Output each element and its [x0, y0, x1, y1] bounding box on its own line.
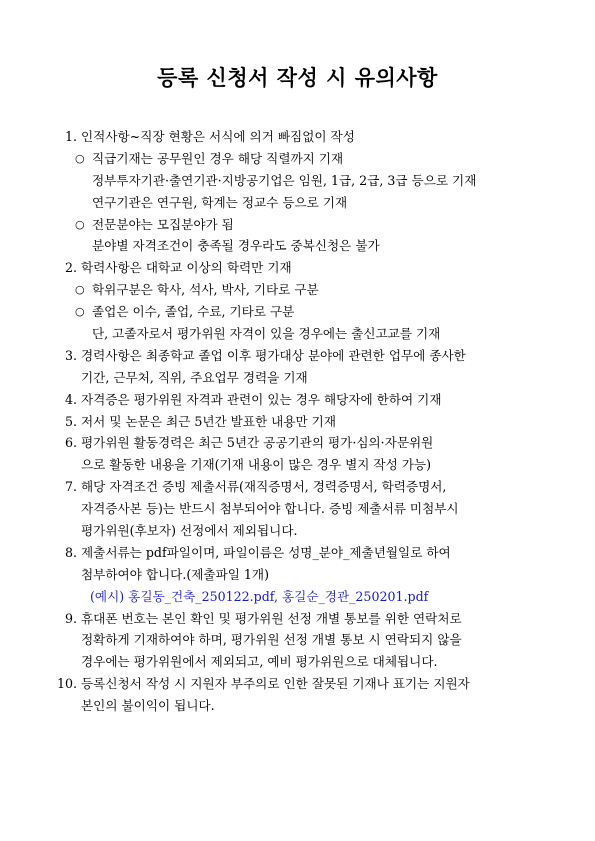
list-item-line [0, 695, 595, 717]
circle-bullet-icon: ○ [75, 283, 85, 297]
line-text: 기간, 근무처, 직위, 주요업무 경력을 기재 [81, 369, 308, 385]
item-number: 6. [64, 435, 77, 451]
list-item-line [0, 542, 595, 564]
sub-item-line [0, 279, 595, 301]
list-item-line [0, 608, 595, 630]
notes-list [0, 126, 595, 717]
circle-bullet-icon: ○ [75, 151, 85, 165]
line-text: 인적사항~직장 현황은 서식에 의거 빠짐없이 작성 [81, 129, 355, 144]
example-line [0, 586, 595, 608]
sub-item-line [0, 214, 595, 236]
line-text: 휴대폰 번호는 본인 확인 및 평가위원 선정 개별 통보를 위한 연락처로 [81, 610, 462, 626]
line-text: 학력사항은 대학교 이상의 학력만 기재 [81, 260, 292, 276]
list-item-line [0, 454, 595, 476]
list-item-line [0, 126, 595, 148]
line-text: 본인의 불이익이 됩니다. [81, 698, 215, 714]
line-text: 연구기관은 연구원, 학계는 정교수 등으로 기재 [92, 194, 348, 210]
line-text: 경우에는 평가위원에서 제외되고, 예비 평가위원으로 대체됩니다. [81, 654, 438, 670]
list-item-line [0, 389, 595, 411]
item-number: 5. [64, 413, 77, 429]
item-number: 7. [64, 479, 77, 495]
sub-item-line [0, 301, 595, 323]
line-text: 저서 및 논문은 최근 5년간 발표한 내용만 기재 [81, 413, 337, 429]
line-text: 등록신청서 작성 시 지원자 부주의로 인한 잘못된 기재나 표기는 지원자 [81, 676, 470, 692]
list-item-line [0, 564, 595, 586]
list-item-line [0, 651, 595, 673]
item-number: 1. [64, 129, 77, 144]
list-item-line [0, 520, 595, 542]
line-text: 자격증사본 등)는 반드시 첨부되어야 합니다. 증빙 제출서류 미첨부시 [81, 501, 459, 517]
item-number: 4. [64, 391, 77, 407]
sub-item-line [0, 323, 595, 345]
line-text: 평가위원 활동경력은 최근 5년간 공공기관의 평가·심의·자문위원 [81, 435, 434, 451]
list-item-line [0, 432, 595, 454]
line-text: 정부투자기관·출연기관·지방공기업은 임원, 1급, 2급, 3급 등으로 기재 [92, 172, 477, 188]
line-text: (예시) 홍길동_건축_250122.pdf, 홍길순_경관_250201.pdf [90, 588, 429, 604]
line-text: 제출서류는 pdf파일이며, 파일이름은 성명_분야_제출년월일로 하여 [81, 544, 451, 560]
line-text: 직급기재는 공무원인 경우 해당 직렬까지 기재 [92, 150, 344, 166]
line-text: 전문분야는 모집분야가 됨 [92, 216, 234, 232]
line-text: 해당 자격조건 증빙 제출서류(재직증명서, 경력증명서, 학력증명서, [81, 479, 447, 495]
line-text: 학위구분은 학사, 석사, 박사, 기타로 구분 [92, 282, 319, 298]
line-text: 첨부하여야 합니다.(제출파일 1개) [81, 566, 270, 582]
page-title: 등록 신청서 작성 시 유의사항 [157, 66, 438, 90]
line-text: 졸업은 이수, 졸업, 수료, 기타로 구분 [92, 304, 295, 320]
circle-bullet-icon: ○ [75, 217, 85, 231]
sub-item-line [0, 148, 595, 170]
list-item-line [0, 498, 595, 520]
sub-item-line [0, 192, 595, 214]
item-number: 2. [64, 260, 77, 276]
list-item-line [0, 411, 595, 433]
item-number: 8. [64, 544, 77, 560]
circle-bullet-icon: ○ [75, 305, 85, 319]
list-item-line [0, 367, 595, 389]
list-item-line [0, 257, 595, 279]
item-number: 3. [64, 347, 77, 363]
list-item-line [0, 476, 595, 498]
list-item-line [0, 673, 595, 695]
line-text: 으로 활동한 내용을 기재(기재 내용이 많은 경우 별지 작성 가능) [81, 457, 431, 473]
line-text: 정확하게 기재하여야 하며, 평가위원 선정 개별 통보 시 연락되지 않을 [81, 632, 462, 648]
item-number: 9. [64, 610, 77, 626]
line-text: 평가위원(후보자) 선정에서 제외됩니다. [81, 523, 298, 539]
line-text: 분야별 자격조건이 충족될 경우라도 중복신청은 불가 [92, 238, 380, 254]
item-number: 10. [56, 676, 77, 692]
line-text: 단, 고졸자로서 평가위원 자격이 있을 경우에는 출신고교를 기재 [92, 326, 441, 342]
list-item-line [0, 345, 595, 367]
sub-item-line [0, 235, 595, 257]
list-item-line [0, 629, 595, 651]
line-text: 경력사항은 최종학교 졸업 이후 평가대상 분야에 관련한 업무에 종사한 [81, 347, 466, 363]
line-text: 자격증은 평가위원 자격과 관련이 있는 경우 해당자에 한하여 기재 [81, 391, 442, 407]
sub-item-line [0, 170, 595, 192]
